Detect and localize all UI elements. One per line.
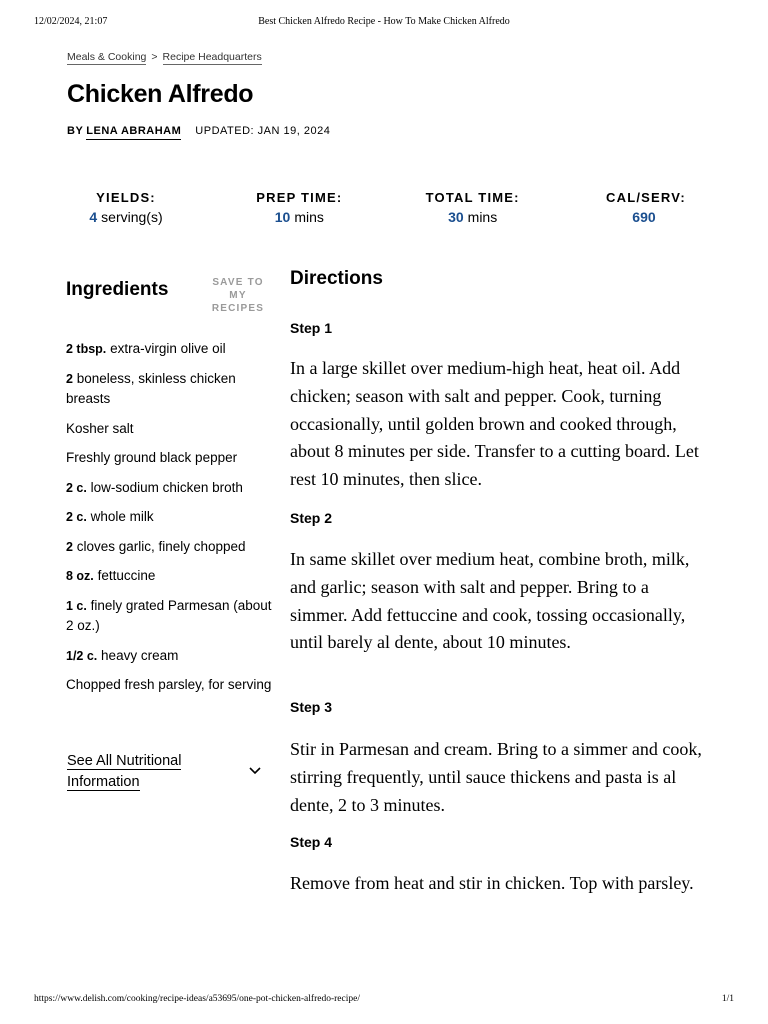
ingredient-name: finely grated Parmesan (about 2 oz.) <box>66 597 272 633</box>
stat-value <box>239 209 359 225</box>
ingredient-amount: 2 tbsp. <box>66 342 107 356</box>
breadcrumb <box>67 51 262 63</box>
ingredient-amount: 2 <box>66 539 73 554</box>
stat-value <box>66 209 186 225</box>
ingredient-amount: 8 oz. <box>66 569 94 583</box>
print-datetime: 12/02/2024, 21:07 <box>34 16 108 27</box>
ingredient-item <box>66 646 278 667</box>
ingredient-item <box>66 507 278 528</box>
ingredient-amount: 2 c. <box>66 480 87 495</box>
ingredient-name: Kosher salt <box>66 420 134 436</box>
step-label: Step 4 <box>290 834 333 850</box>
ingredient-name: low-sodium chicken broth <box>90 479 243 495</box>
chevron-down-icon[interactable] <box>248 766 262 776</box>
stat-value <box>586 209 706 225</box>
ingredient-name: cloves garlic, finely chopped <box>76 538 246 554</box>
byline-by-label: BY <box>67 125 84 137</box>
nutrition-link-label: See All Nutritional Information <box>67 753 182 790</box>
ingredient-item <box>66 596 278 637</box>
stat-number: 4 <box>89 209 98 225</box>
directions-heading: Directions <box>290 268 383 289</box>
author-link[interactable]: LENA ABRAHAM <box>86 125 181 140</box>
print-header <box>34 16 734 30</box>
stat-label: YIELDS: <box>96 190 156 205</box>
breadcrumb-separator: > <box>151 51 158 63</box>
step-text: In a large skillet over medium-high heat, heat oil. Add chicken; season with salt and pepper. Cook, turning occasionally, until golden brown and cooked through, about 8 minutes per side. Transfer to a cutting board. Let rest 10 minutes, then slice. <box>290 358 699 490</box>
page-title: Chicken Alfredo <box>67 80 254 108</box>
ingredient-name: heavy cream <box>101 647 179 663</box>
stat-total-time <box>413 190 533 225</box>
ingredient-item <box>66 419 278 440</box>
stat-label: CAL/SERV: <box>606 190 686 205</box>
stat-unit: mins <box>294 209 324 225</box>
save-to-my-recipes-button[interactable]: SAVE TO MY RECIPES <box>205 276 271 315</box>
ingredients-heading: Ingredients <box>66 279 169 300</box>
breadcrumb-recipe-headquarters[interactable]: Recipe Headquarters <box>162 51 262 63</box>
see-all-nutrition-link[interactable] <box>67 751 217 793</box>
step-text: Stir in Parmesan and cream. Bring to a simmer and cook, stirring frequently, until sauce thickens and pasta is al dente, 2 to 3 minutes. <box>290 739 702 815</box>
ingredient-amount: 1/2 c. <box>66 648 98 663</box>
step-label: Step 3 <box>290 699 333 715</box>
print-page-title: Best Chicken Alfredo Recipe - How To Make Chicken Alfredo <box>258 16 510 27</box>
step-text: Remove from heat and stir in chicken. Top with parsley. <box>290 873 694 893</box>
ingredient-amount: 2 <box>66 371 73 386</box>
ingredient-amount: 1 c. <box>66 598 87 613</box>
ingredient-item <box>66 369 278 410</box>
stat-calories <box>586 190 706 225</box>
updated-date: UPDATED: JAN 19, 2024 <box>195 125 331 137</box>
ingredient-item <box>66 339 278 360</box>
ingredient-item <box>66 537 278 558</box>
ingredient-list <box>66 339 278 705</box>
ingredient-name: Chopped fresh parsley, for serving <box>66 677 272 692</box>
stat-prep-time <box>239 190 359 225</box>
stat-number: 690 <box>632 209 656 225</box>
byline <box>67 125 330 140</box>
print-page-number: 1/1 <box>721 994 734 1004</box>
recipe-stats <box>66 190 706 225</box>
ingredient-name: boneless, skinless chicken breasts <box>66 370 236 406</box>
print-footer <box>34 994 734 1008</box>
ingredient-name: extra-virgin olive oil <box>110 341 226 356</box>
ingredient-item <box>66 448 278 469</box>
step-label: Step 1 <box>290 320 333 336</box>
ingredient-name: Freshly ground black pepper <box>66 450 238 465</box>
stat-yields <box>66 190 186 225</box>
ingredient-item <box>66 675 278 696</box>
ingredient-item <box>66 566 278 587</box>
ingredient-item <box>66 478 278 499</box>
stat-label: TOTAL TIME: <box>425 190 520 205</box>
stat-unit: mins <box>467 209 498 225</box>
ingredient-name: fettuccine <box>97 568 156 583</box>
stat-label: PREP TIME: <box>256 190 343 205</box>
breadcrumb-meals-cooking[interactable]: Meals & Cooking <box>67 51 147 63</box>
step-label: Step 2 <box>290 510 333 526</box>
ingredient-amount: 2 c. <box>66 510 87 524</box>
step-text: In same skillet over medium heat, combine broth, milk, and garlic; season with salt and pepper. Bring to a simmer. Add fettuccine and cook, tossing occasionally, until barely al dente, about 10 minutes. <box>290 549 690 653</box>
ingredient-name: whole milk <box>90 509 154 524</box>
print-url: https://www.delish.com/cooking/recipe-ideas/a53695/one-pot-chicken-alfredo-recipe/ <box>34 994 360 1004</box>
stat-unit: serving(s) <box>101 209 163 225</box>
stat-number: 10 <box>274 209 291 225</box>
stat-value <box>413 209 533 225</box>
stat-number: 30 <box>448 209 464 225</box>
